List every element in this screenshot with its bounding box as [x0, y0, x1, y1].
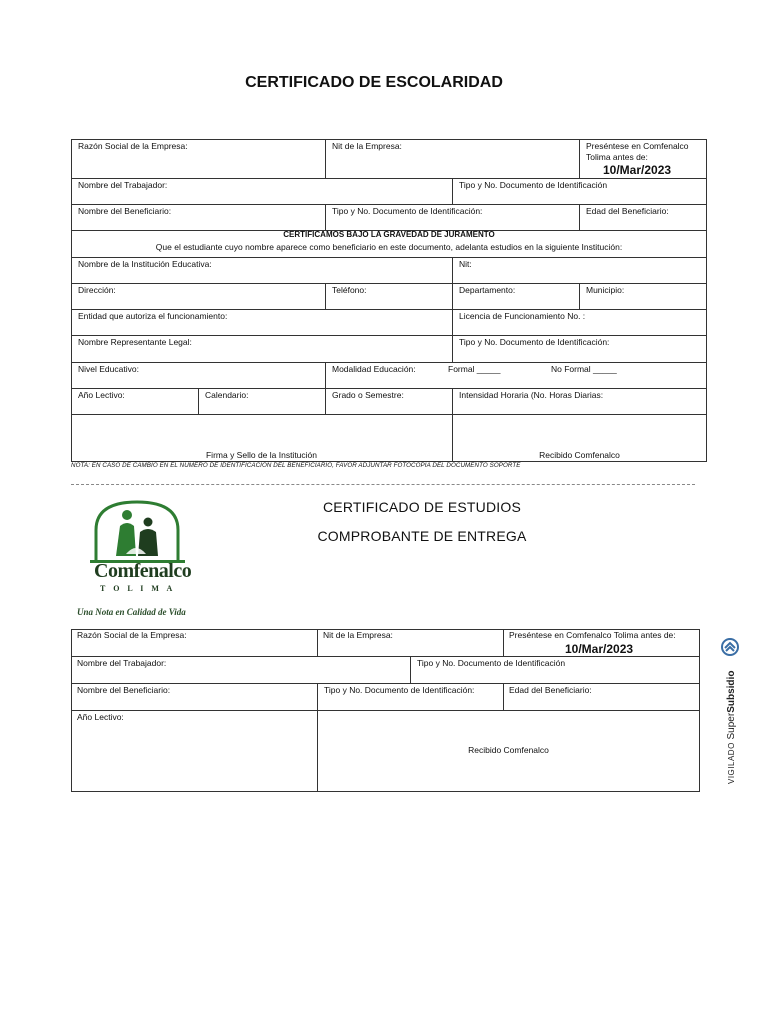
direccion-field[interactable]: Dirección:: [78, 285, 116, 295]
tipo-doc-trabajador-field[interactable]: Tipo y No. Documento de Identificación: [417, 658, 566, 668]
nombre-beneficiario-field[interactable]: Nombre del Beneficiario:: [77, 685, 171, 695]
nombre-institucion-field[interactable]: Nombre de la Institución Educativa:: [78, 259, 212, 269]
formal-option[interactable]: Formal _____: [448, 364, 501, 374]
col-divider: [452, 335, 453, 362]
col-divider: [452, 309, 453, 335]
col-divider: [325, 388, 326, 414]
presentese-label: Preséntese en Comfenalco: [586, 141, 689, 151]
municipio-field[interactable]: Municipio:: [586, 285, 625, 295]
edad-beneficiario-field[interactable]: Edad del Beneficiario:: [509, 685, 592, 695]
tipo-doc-beneficiario-field[interactable]: Tipo y No. Documento de Identificación:: [324, 685, 475, 695]
grado-field[interactable]: Grado o Semestre:: [332, 390, 404, 400]
nombre-beneficiario-field[interactable]: Nombre del Beneficiario:: [78, 206, 172, 216]
telefono-field[interactable]: Teléfono:: [332, 285, 367, 295]
row-divider: [71, 309, 707, 310]
recibido-label: Recibido Comfenalco: [539, 450, 620, 460]
row-divider: [71, 362, 707, 363]
col-divider: [325, 204, 326, 230]
certificado-estudios-title: CERTIFICADO DE ESTUDIOS: [322, 499, 522, 515]
razon-social-field[interactable]: Razón Social de la Empresa:: [77, 630, 187, 640]
vigilado-prefix: VIGILADO: [727, 739, 736, 784]
logo-emblem-icon: [90, 498, 185, 564]
ano-lectivo-field[interactable]: Año Lectivo:: [78, 390, 125, 400]
due-date: 10/Mar/2023: [565, 642, 634, 656]
col-divider: [579, 204, 580, 230]
row-divider: [71, 388, 707, 389]
razon-social-field[interactable]: Razón Social de la Empresa:: [78, 141, 188, 151]
comfenalco-logo: [90, 498, 192, 598]
ano-lectivo-field[interactable]: Año Lectivo:: [77, 712, 124, 722]
modalidad-label: Modalidad Educación:: [332, 364, 416, 374]
edad-beneficiario-field[interactable]: Edad del Beneficiario:: [586, 206, 669, 216]
tipo-doc-beneficiario-field[interactable]: Tipo y No. Documento de Identificación:: [332, 206, 483, 216]
representante-field[interactable]: Nombre Representante Legal:: [78, 337, 192, 347]
col-divider: [325, 283, 326, 309]
col-divider: [579, 139, 580, 178]
entidad-field[interactable]: Entidad que autoriza el funcionamiento:: [78, 311, 228, 321]
page-title: CERTIFICADO DE ESCOLARIDAD: [245, 74, 503, 91]
col-divider: [452, 257, 453, 283]
col-divider: [317, 683, 318, 710]
nota-text: NOTA: EN CASO DE CAMBIO EN EL NUMERO DE IDENTIFICACION DEL BENEFICIARIO, FAVOR ADJUNTAR FOTOCOPIA DEL DOCUMENTO SOPORTE: [71, 462, 521, 469]
col-divider: [452, 388, 453, 414]
col-divider: [198, 388, 199, 414]
logo-region: T O L I M A: [100, 584, 176, 593]
nit-empresa-field[interactable]: Nit de la Empresa:: [323, 630, 393, 640]
vigilado-supersubsidio: [726, 671, 737, 784]
recibido-label: Recibido Comfenalco: [468, 745, 549, 755]
tipo-doc-trabajador-field[interactable]: Tipo y No. Documento de Identificación: [459, 180, 608, 190]
row-divider: [71, 335, 707, 336]
col-divider: [452, 178, 453, 204]
row-divider: [71, 204, 707, 205]
nombre-trabajador-field[interactable]: Nombre del Trabajador:: [77, 658, 167, 668]
logo-name: Comfenalco: [94, 560, 192, 582]
row-divider: [71, 656, 700, 657]
logo-slogan: Una Nota en Calidad de Vida: [77, 607, 186, 617]
licencia-field[interactable]: Licencia de Funcionamiento No. :: [459, 311, 586, 321]
firma-sello-label: Firma y Sello de la Institución: [205, 450, 318, 460]
col-divider: [410, 656, 411, 683]
certificamos-heading: CERTIFICAMOS BAJO LA GRAVEDAD DE JURAMENTO: [283, 230, 495, 239]
col-divider: [325, 362, 326, 388]
presentese-label: Preséntese en Comfenalco Tolima antes de:: [509, 630, 676, 640]
nivel-educativo-field[interactable]: Nivel Educativo:: [78, 364, 139, 374]
departamento-field[interactable]: Departamento:: [459, 285, 516, 295]
col-divider: [579, 283, 580, 309]
nombre-trabajador-field[interactable]: Nombre del Trabajador:: [78, 180, 168, 190]
supersubsidio-icon: [721, 638, 739, 656]
col-divider: [503, 683, 504, 710]
col-divider: [503, 629, 504, 656]
cut-line: [71, 484, 695, 485]
calendario-field[interactable]: Calendario:: [205, 390, 249, 400]
row-divider: [71, 178, 707, 179]
row-divider: [71, 710, 700, 711]
row-divider: [71, 414, 707, 415]
col-divider: [325, 139, 326, 178]
certificamos-text: Que el estudiante cuyo nombre aparece como beneficiario en este documento, adelanta estudios en la siguiente Institución:: [155, 242, 623, 252]
col-divider: [317, 629, 318, 656]
presentese-label: Tolima antes de:: [586, 152, 648, 162]
row-divider: [71, 283, 707, 284]
nit-empresa-field[interactable]: Nit de la Empresa:: [332, 141, 402, 151]
row-divider: [71, 683, 700, 684]
vigilado-subsidio: Subsidio: [726, 670, 737, 713]
nit-institucion-field[interactable]: Nit:: [459, 259, 472, 269]
col-divider: [452, 283, 453, 309]
comprobante-entrega-title: COMPROBANTE DE ENTREGA: [317, 528, 527, 544]
no-formal-option[interactable]: No Formal _____: [551, 364, 617, 374]
row-divider: [71, 257, 707, 258]
tipo-doc-representante-field[interactable]: Tipo y No. Documento de Identificación:: [459, 337, 610, 347]
vigilado-super: Super: [726, 712, 737, 740]
intensidad-field[interactable]: Intensidad Horaria (No. Horas Diarias:: [459, 390, 604, 400]
due-date: 10/Mar/2023: [603, 163, 672, 177]
